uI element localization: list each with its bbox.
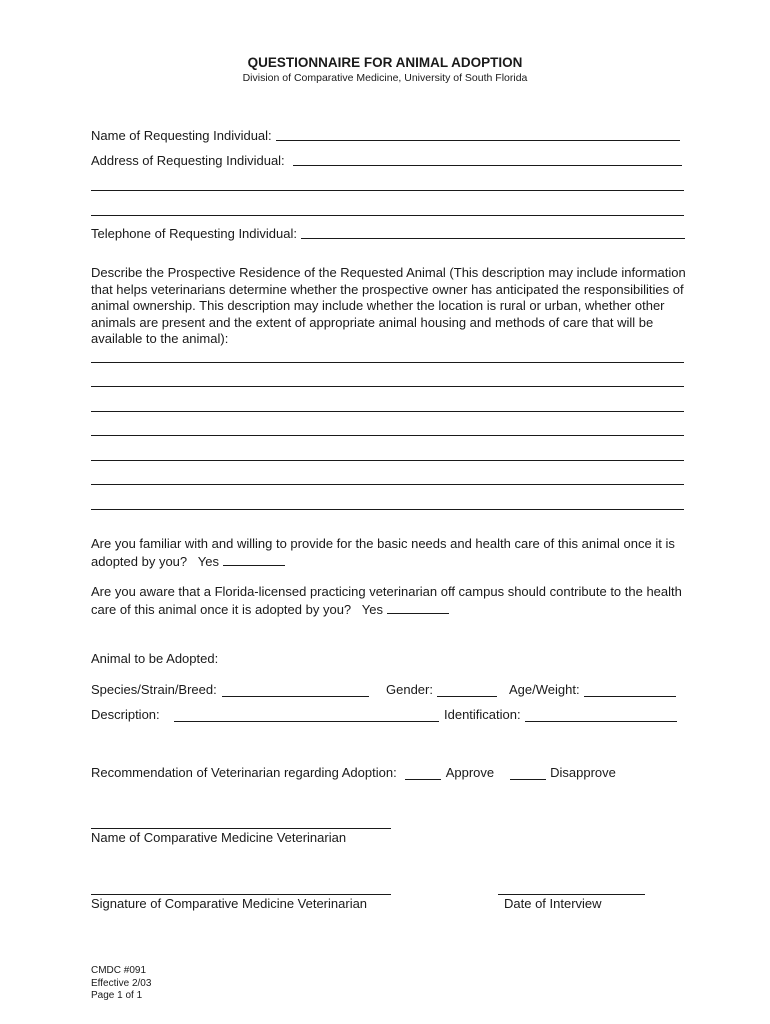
question-familiar-yes-blank[interactable] [223, 553, 285, 566]
residence-blank-line-4[interactable] [91, 435, 684, 436]
name-blank[interactable] [276, 139, 680, 141]
residence-blank-line-3[interactable] [91, 411, 684, 412]
question-aware-yes-blank[interactable] [387, 601, 449, 614]
veterinarian-name-line[interactable] [91, 828, 391, 829]
species-blank[interactable] [222, 684, 369, 697]
name-label: Name of Requesting Individual: [91, 128, 272, 143]
name-field-row [91, 127, 680, 143]
disapprove-blank[interactable] [510, 767, 546, 780]
disapprove-label: Disapprove [550, 765, 616, 780]
description-blank[interactable] [174, 709, 439, 722]
age-weight-row [509, 682, 676, 697]
telephone-blank[interactable] [301, 237, 685, 239]
residence-blank-line-1[interactable] [91, 362, 684, 363]
question-aware-text: Are you aware that a Florida-licensed practicing veterinarian off campus should contribute to the health care of this animal once it is adopted by you? [91, 584, 682, 617]
address-blank-line-2[interactable] [91, 190, 684, 191]
identification-row [444, 707, 677, 722]
species-row [91, 682, 369, 697]
address-blank[interactable] [293, 164, 682, 166]
interview-date-caption: Date of Interview [504, 896, 602, 911]
interview-date-line[interactable] [498, 894, 645, 895]
residence-blank-line-7[interactable] [91, 509, 684, 510]
species-label: Species/Strain/Breed: [91, 682, 217, 697]
document-title: QUESTIONNAIRE FOR ANIMAL ADOPTION [247, 55, 523, 70]
question-familiar [91, 536, 693, 570]
document-subtitle: Division of Comparative Medicine, University of South Florida [242, 72, 528, 84]
identification-label: Identification: [444, 707, 521, 722]
effective-date: Effective 2/03 [91, 977, 152, 989]
age-weight-label: Age/Weight: [509, 682, 580, 697]
form-number: CMDC #091 [91, 965, 147, 976]
residence-description: Describe the Prospective Residence of the Requested Animal (This description may include information that helps veterinarians determine whether the prospective owner has anticipated the responsibilities of animal ownership. This description may include whether the location is rural or urban, whether other animals are present and the extent of appropriate animal housing and methods of care that will be available to the animal): [91, 265, 686, 347]
approve-label: Approve [445, 765, 495, 780]
residence-blank-line-2[interactable] [91, 386, 684, 387]
page-number: Page 1 of 1 [91, 990, 143, 1001]
form-footer [91, 965, 151, 1003]
description-row [91, 707, 439, 722]
approve-blank[interactable] [405, 767, 441, 780]
telephone-field-row [91, 225, 685, 241]
gender-label: Gender: [386, 682, 433, 697]
residence-blank-line-5[interactable] [91, 460, 684, 461]
gender-blank[interactable] [437, 684, 497, 697]
age-weight-blank[interactable] [584, 684, 676, 697]
question-aware-yes-label: Yes [361, 601, 383, 617]
address-label: Address of Requesting Individual: [91, 153, 285, 168]
identification-blank[interactable] [525, 709, 677, 722]
gender-row [386, 682, 497, 697]
question-familiar-text: Are you familiar with and willing to provide for the basic needs and health care of this animal once it is adopted by you? [91, 536, 675, 569]
animal-heading: Animal to be Adopted: [91, 651, 219, 666]
recommendation-label: Recommendation of Veterinarian regarding Adoption: [91, 765, 397, 780]
address-blank-line-3[interactable] [91, 215, 684, 216]
recommendation-row [91, 765, 616, 780]
veterinarian-name-caption: Name of Comparative Medicine Veterinarian [91, 830, 347, 845]
address-field-row [91, 152, 682, 168]
question-familiar-yes-label: Yes [197, 553, 219, 569]
telephone-label: Telephone of Requesting Individual: [91, 226, 297, 241]
veterinarian-signature-caption: Signature of Comparative Medicine Veterinarian [91, 896, 368, 911]
question-aware [91, 584, 689, 618]
residence-blank-line-6[interactable] [91, 484, 684, 485]
description-label: Description: [91, 707, 160, 722]
veterinarian-signature-line[interactable] [91, 894, 391, 895]
